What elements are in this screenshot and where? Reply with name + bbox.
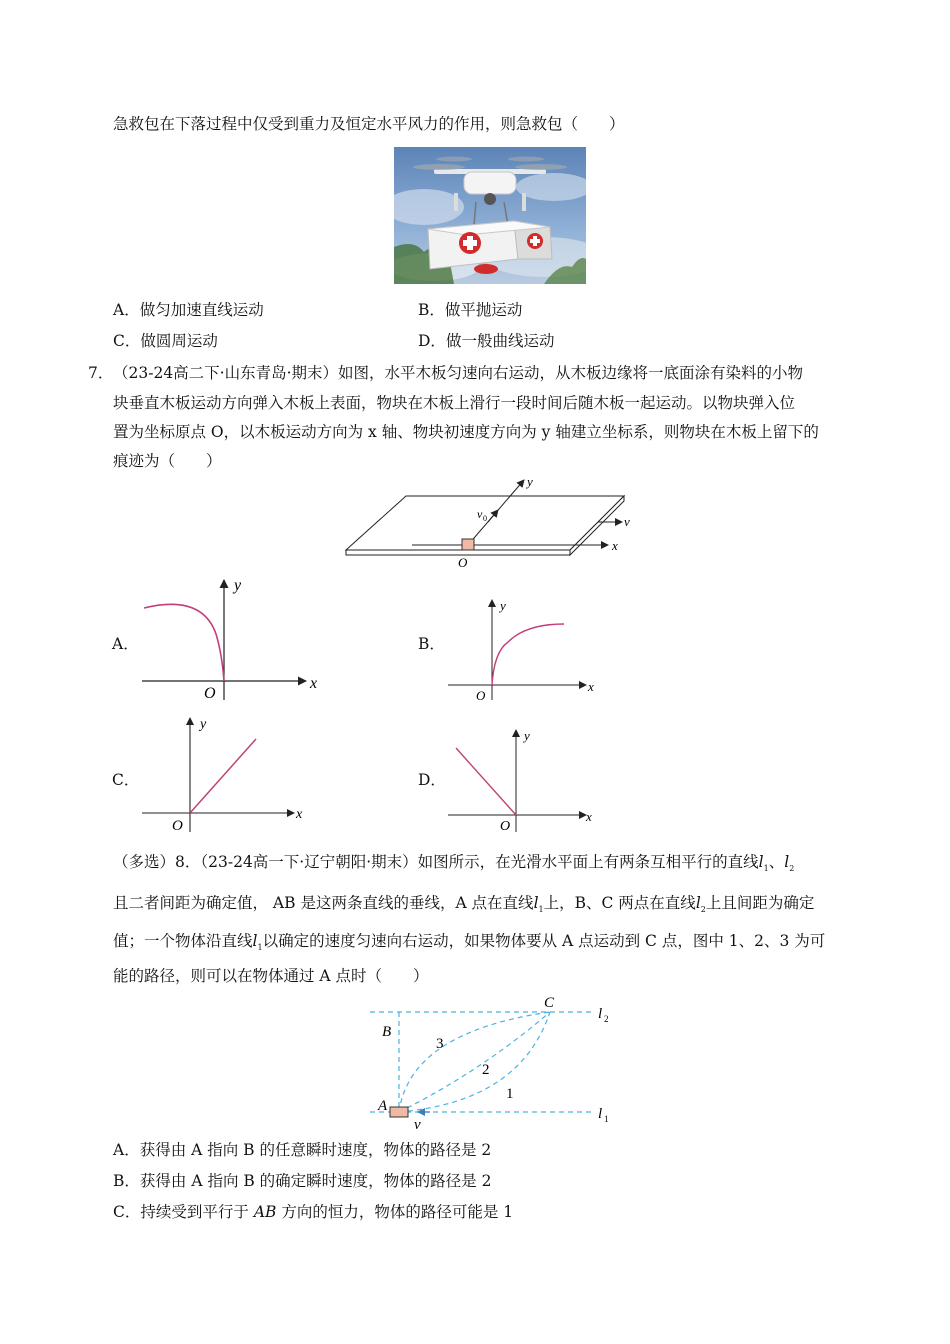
q8-path-3 xyxy=(399,1012,550,1112)
q8-option-c[interactable] xyxy=(113,1202,513,1222)
q6-option-d-label: D． xyxy=(418,332,446,350)
q8-label-path-2: 2 xyxy=(482,1062,490,1078)
q7-option-d[interactable]: D． xyxy=(418,771,446,789)
q8-stem-6: 以确定的速度匀速向右运动，如果物体要从 A 点运动到 C 点，图中 1、2、3 为可 xyxy=(262,932,826,950)
q7-c-line xyxy=(190,739,256,813)
q6-option-a[interactable] xyxy=(113,300,264,320)
q7-fig-v0-sub: 0 xyxy=(483,514,487,523)
q8-l2-a-sub: 2 xyxy=(789,864,795,874)
q8-option-a-text: 获得由 A 指向 B 的任意瞬时速度，物体的路径是 2 xyxy=(139,1141,492,1159)
q8-l2-b-sub: 2 xyxy=(700,905,706,915)
q8-path-1 xyxy=(399,1012,550,1112)
q6-option-d-text: 做一般曲线运动 xyxy=(445,332,555,350)
q7-d-line xyxy=(456,748,516,815)
q8-label-path-1: 1 xyxy=(506,1086,514,1102)
q8-stem-5: 值；一个物体沿直线 xyxy=(113,932,253,950)
q7-number: 7． xyxy=(88,364,114,382)
q8-option-a[interactable] xyxy=(113,1140,491,1160)
q7-d-y: y xyxy=(524,728,530,743)
q7-fig-v: v xyxy=(624,514,630,529)
q7-c-y: y xyxy=(200,717,207,732)
q7-board-figure xyxy=(340,472,640,574)
q8-option-b-label: B． xyxy=(113,1172,140,1190)
q7-option-a-graph xyxy=(138,574,328,702)
q8-l1-c: l xyxy=(252,932,258,950)
q7-option-c-graph xyxy=(138,714,318,836)
q8-label-l1: l xyxy=(598,1106,603,1122)
q8-option-c-label: C． xyxy=(113,1203,141,1221)
q7-stem-line-3: 置为坐标原点 O，以木板运动方向为 x 轴、物块初速度方向为 y 轴建立坐标系，则物块在木板上留下的 xyxy=(113,423,819,441)
q6-option-a-text: 做匀加速直线运动 xyxy=(139,301,264,319)
q8-option-c-text-b: 方向的恒力，物体的路径可能是 1 xyxy=(276,1203,514,1221)
q7-option-b[interactable]: B． xyxy=(418,635,445,653)
q8-l1-c-sub: 1 xyxy=(257,943,263,953)
q8-option-b[interactable] xyxy=(113,1171,491,1191)
q8-stem-line-3 xyxy=(113,931,825,958)
q8-label-v: v xyxy=(414,1117,421,1130)
q6-stem: 急救包在下落过程中仅受到重力及恒定水平风力的作用，则急救包（ ） xyxy=(113,115,625,133)
q8-stem-4: 上且间距为确定 xyxy=(705,894,815,912)
q8-l1-b-sub: 1 xyxy=(538,905,544,915)
q7-a-curve xyxy=(144,604,224,681)
q8-figure xyxy=(370,992,620,1130)
q7-b-y: y xyxy=(500,598,506,613)
q6-option-b[interactable] xyxy=(418,300,522,320)
q7-fig-origin: O xyxy=(458,555,468,570)
q8-label-l2: l xyxy=(598,1006,603,1022)
q8-stem-3: 上，B、C 两点在直线 xyxy=(543,894,696,912)
q7-option-c[interactable]: C． xyxy=(112,771,140,789)
q7-d-x: x xyxy=(586,809,592,824)
q8-stem-2: 且二者间距为确定值， AB 是这两条直线的垂线，A 点在直线 xyxy=(113,894,534,912)
q7-stem-line-4: 痕迹为（ ） xyxy=(113,452,222,470)
q7-c-origin: O xyxy=(172,818,183,834)
q8-stem-line-4: 能的路径，则可以在物体通过 A 点时（ ） xyxy=(113,967,429,985)
q8-stem-line-2 xyxy=(113,893,814,920)
q7-option-d-graph xyxy=(444,726,604,836)
q7-stem-line-2: 块垂直木板运动方向弹入木板上表面，物块在木板上滑行一段时间后随木板一起运动。以物块弹入位 xyxy=(113,394,796,412)
q7-a-x: x xyxy=(310,675,318,692)
q8-l1-b: l xyxy=(533,894,539,912)
q6-option-b-label: B． xyxy=(418,301,445,319)
q8-label-path-3: 3 xyxy=(436,1036,444,1052)
q7-a-origin: O xyxy=(204,685,216,702)
q6-option-c[interactable] xyxy=(113,331,218,351)
q7-b-curve xyxy=(492,624,564,685)
q7-fig-x: x xyxy=(612,538,618,553)
q8-option-c-ab: AB xyxy=(253,1203,277,1221)
q8-option-b-text: 获得由 A 指向 B 的确定瞬时速度，物体的路径是 2 xyxy=(139,1172,492,1190)
q7-stem-line-1: （23-24高二下·山东青岛·期末）如图，水平木板匀速向右运动，从木板边缘将一底面涂有染料的小物 xyxy=(113,364,804,382)
q8-stem-line-1 xyxy=(113,852,794,879)
q8-path-2 xyxy=(399,1012,550,1112)
q8-l1-a: l xyxy=(758,853,764,871)
q7-b-origin: O xyxy=(476,688,486,703)
q6-option-c-text: 做圆周运动 xyxy=(140,332,218,350)
q8-l2-b: l xyxy=(695,894,701,912)
q7-d-origin: O xyxy=(500,819,511,834)
q8-option-c-text-a: 持续受到平行于 xyxy=(140,1203,254,1221)
q7-block xyxy=(462,539,474,550)
q6-option-a-label: A． xyxy=(113,301,140,319)
q8-label-a: A xyxy=(378,1098,388,1114)
q7-c-x: x xyxy=(296,807,303,822)
q8-label-l1-sub: 1 xyxy=(604,1114,609,1124)
q8-option-a-label: A． xyxy=(113,1141,140,1159)
q7-b-x: x xyxy=(588,679,594,694)
q8-l2-a: l xyxy=(784,853,790,871)
q6-option-c-label: C． xyxy=(113,332,141,350)
q8-label-l2-sub: 2 xyxy=(604,1014,609,1024)
q6-option-b-text: 做平抛运动 xyxy=(444,301,523,319)
q7-option-b-graph xyxy=(444,596,604,706)
q8-label-c: C xyxy=(544,995,555,1011)
q7-fig-y: y xyxy=(527,474,533,489)
drone-image xyxy=(394,147,586,284)
q7-fig-v0: v xyxy=(477,507,483,521)
q8-stem-1: （23-24高一下·辽宁朝阳·期末）如图所示，在光滑水平面上有两条互相平行的直线 xyxy=(200,853,759,871)
q8-l1-a-sub: 1 xyxy=(763,864,769,874)
q8-object xyxy=(390,1107,408,1117)
q7-option-a[interactable]: A． xyxy=(112,635,139,653)
q6-option-d[interactable] xyxy=(418,331,554,351)
q8-label-b: B xyxy=(382,1024,392,1040)
q8-sep: 、 xyxy=(768,853,785,871)
q8-prefix: （多选）8． xyxy=(113,853,201,871)
q7-a-y: y xyxy=(234,577,242,594)
